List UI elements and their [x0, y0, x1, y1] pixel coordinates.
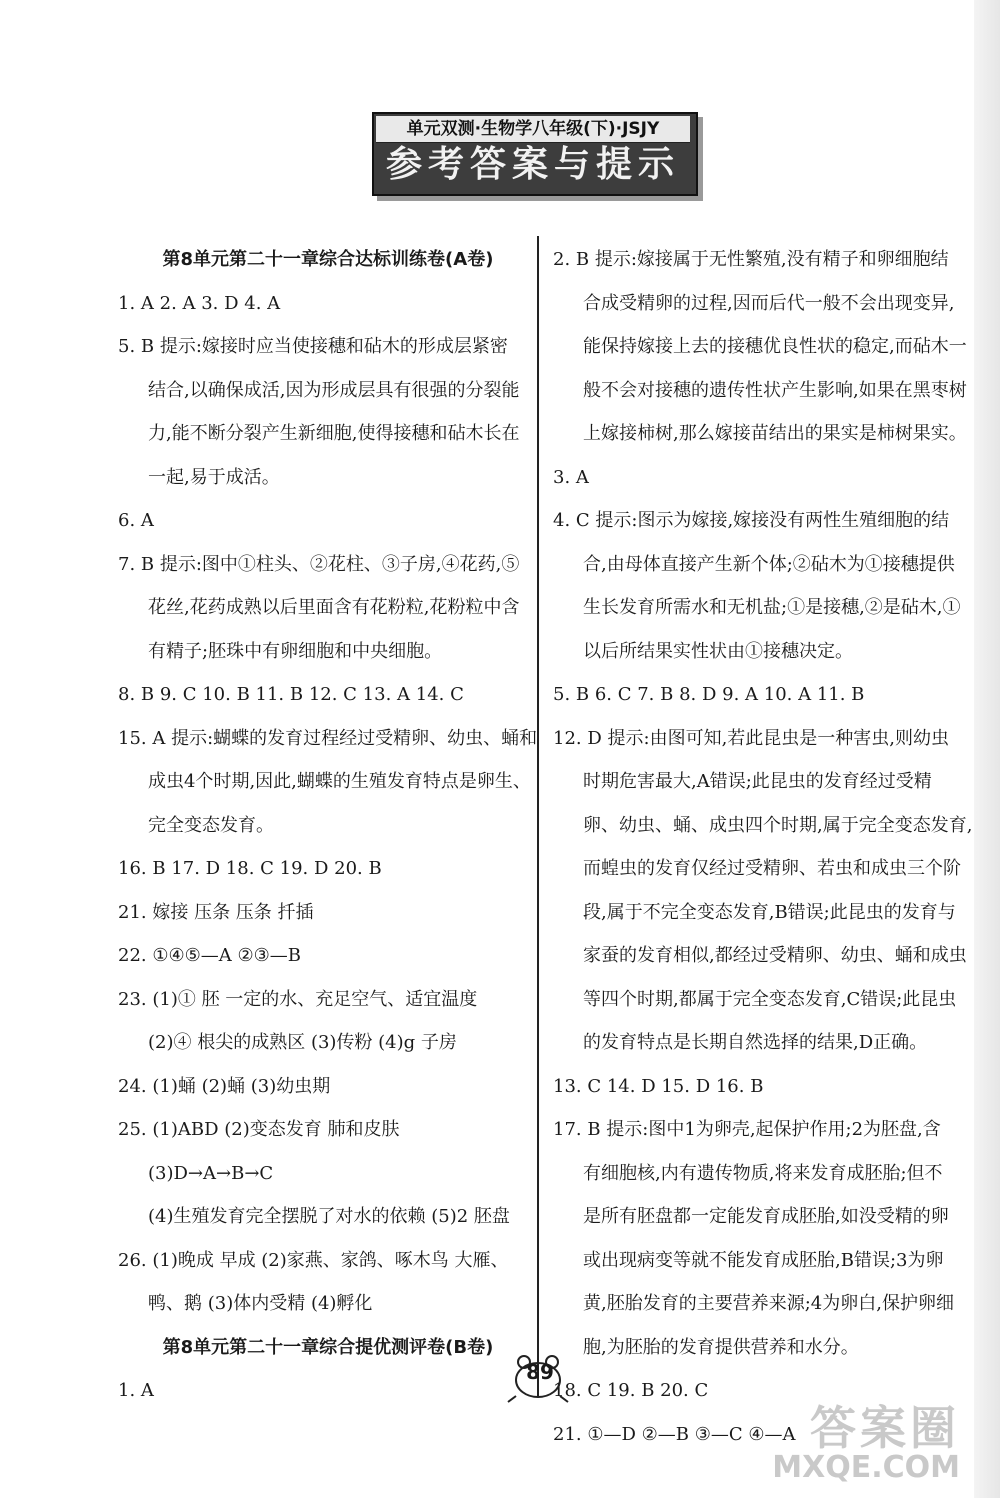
- answer-line: 1. A 2. A 3. D 4. A: [118, 292, 281, 314]
- answer-line: 1. A: [118, 1380, 154, 1401]
- answer-line: (2)④ 根尖的成熟区 (3)传粉 (4)g 子房: [148, 1032, 457, 1053]
- answer-line: 15. A 提示:蝴蝶的发育过程经过受精卵、幼虫、蛹和: [118, 727, 538, 749]
- column-divider: [537, 236, 539, 1396]
- answer-line: 是所有胚盘都一定能发育成胚胎,如没受精的卵: [583, 1206, 949, 1227]
- answer-line: 完全变态发育。: [148, 814, 274, 836]
- answer-line: 23. (1)① 胚 一定的水、充足空气、适宜温度: [118, 988, 478, 1010]
- right-column: [553, 238, 971, 1456]
- page-number: 89: [526, 1360, 554, 1384]
- answer-line: 12. D 提示:由图可知,若此昆虫是一种害虫,则幼虫: [553, 727, 950, 749]
- section-title: 第8单元第二十一章综合提优测评卷(B卷): [162, 1336, 494, 1358]
- answer-line: 等四个时期,都属于完全变态发育,C错误;此昆虫: [583, 988, 957, 1010]
- answer-line: 3. A: [553, 466, 589, 488]
- answer-line: 26. (1)晚成 早成 (2)家燕、家鸽、啄木鸟 大雁、: [118, 1249, 509, 1271]
- answer-line: 花丝,花药成熟以后里面含有花粉粒,花粉粒中含: [148, 597, 520, 618]
- answer-line: 黄,胚胎发育的主要营养来源;4为卵白,保护卵细: [583, 1293, 954, 1314]
- answer-line: 合成受精卵的过程,因而后代一般不会出现变异,: [583, 292, 955, 314]
- answer-line: 合,由母体直接产生新个体;②砧木为①接穗提供: [583, 553, 955, 575]
- answer-line: 力,能不断分裂产生新细胞,使得接穗和砧木长在: [148, 423, 520, 444]
- header-subtitle: 单元双测·生物学八年级(下)·JSJY: [376, 116, 690, 143]
- watermark-sub-text: MXQE.COM: [772, 1450, 960, 1485]
- answer-line: 4. C 提示:图示为嫁接,嫁接没有两性生殖细胞的结: [553, 510, 950, 531]
- answer-line: 22. ①④⑤—A ②③—B: [118, 945, 301, 966]
- book-spine-shadow: [974, 0, 1000, 1498]
- answer-line: (3)D→A→B→C: [148, 1162, 274, 1184]
- answer-line: 2. B 提示:嫁接属于无性繁殖,没有精子和卵细胞结: [553, 249, 949, 270]
- answer-line: 有细胞核,内有遗传物质,将来发育成胚胎;但不: [583, 1162, 943, 1184]
- answer-line: 鸭、鹅 (3)体内受精 (4)孵化: [148, 1293, 373, 1314]
- answer-line: 家蚕的发育相似,都经过受精卵、幼虫、蛹和成虫: [583, 945, 967, 966]
- answer-line: 或出现病变等就不能发育成胚胎,B错误;3为卵: [583, 1249, 944, 1271]
- answer-line: 16. B 17. D 18. C 19. D 20. B: [118, 858, 382, 879]
- answer-line: 结合,以确保成活,因为形成层具有很强的分裂能: [148, 379, 520, 401]
- answer-line: 般不会对接穗的遗传性状产生影响,如果在黑枣树: [583, 379, 967, 401]
- answer-line: 上嫁接柿树,那么嫁接苗结出的果实是柿树果实。: [583, 423, 967, 444]
- answer-line: 8. B 9. C 10. B 11. B 12. C 13. A 14. C: [118, 684, 464, 705]
- answer-line: 6. A: [118, 510, 154, 531]
- answer-line: 24. (1)蛹 (2)蛹 (3)幼虫期: [118, 1075, 331, 1097]
- answer-line: 能保持嫁接上去的接穗优良性状的稳定,而砧木一: [583, 336, 967, 357]
- answer-line: 有精子;胚珠中有卵细胞和中央细胞。: [148, 640, 443, 662]
- answer-line: 17. B 提示:图中1为卵壳,起保护作用;2为胚盘,含: [553, 1119, 941, 1140]
- answer-line: 生长发育所需水和无机盐;①是接穗,②是砧木,①: [583, 597, 961, 618]
- answer-line: 的发育特点是长期自然选择的结果,D正确。: [583, 1032, 928, 1053]
- watermark-main-text: 答案圈: [810, 1401, 960, 1455]
- answer-line: 21. 嫁接 压条 压条 扦插: [118, 901, 314, 923]
- answer-line: (4)生殖发育完全摆脱了对水的依赖 (5)2 胚盘: [148, 1206, 510, 1227]
- answer-line: 13. C 14. D 15. D 16. B: [553, 1075, 764, 1097]
- answer-line: 以后所结果实性状由①接穗决定。: [583, 640, 853, 662]
- answer-line: 段,属于不完全变态发育,B错误;此昆虫的发育与: [583, 901, 956, 923]
- answer-line: 7. B 提示:图中①柱头、②花柱、③子房,④花药,⑤: [118, 553, 520, 575]
- watermark-logo: [750, 1392, 970, 1492]
- answer-line: 5. B 提示:嫁接时应当使接穗和砧木的形成层紧密: [118, 336, 508, 357]
- left-column: [118, 238, 538, 1413]
- answer-line: 21. ①—D ②—B ③—C ④—A: [553, 1423, 796, 1445]
- answer-line: 卵、幼虫、蛹、成虫四个时期,属于完全变态发育,: [583, 814, 973, 836]
- answer-line: 而蝗虫的发育仅经过受精卵、若虫和成虫三个阶: [583, 858, 961, 879]
- answer-line: 5. B 6. C 7. B 8. D 9. A 10. A 11. B: [553, 684, 865, 705]
- answer-line: 时期危害最大,A错误;此昆虫的发育经过受精: [583, 771, 932, 792]
- answer-line: 一起,易于成活。: [148, 466, 280, 488]
- answer-line: 18. C 19. B 20. C: [553, 1380, 709, 1401]
- answer-line: 成虫4个时期,因此,蝴蝶的生殖发育特点是卵生、: [148, 771, 531, 792]
- header-title: 参考答案与提示: [385, 144, 680, 185]
- section-title: 第8单元第二十一章综合达标训练卷(A卷): [162, 249, 494, 270]
- answer-line: 胞,为胚胎的发育提供营养和水分。: [583, 1336, 859, 1358]
- answer-line: 25. (1)ABD (2)变态发育 肺和皮肤: [118, 1119, 400, 1140]
